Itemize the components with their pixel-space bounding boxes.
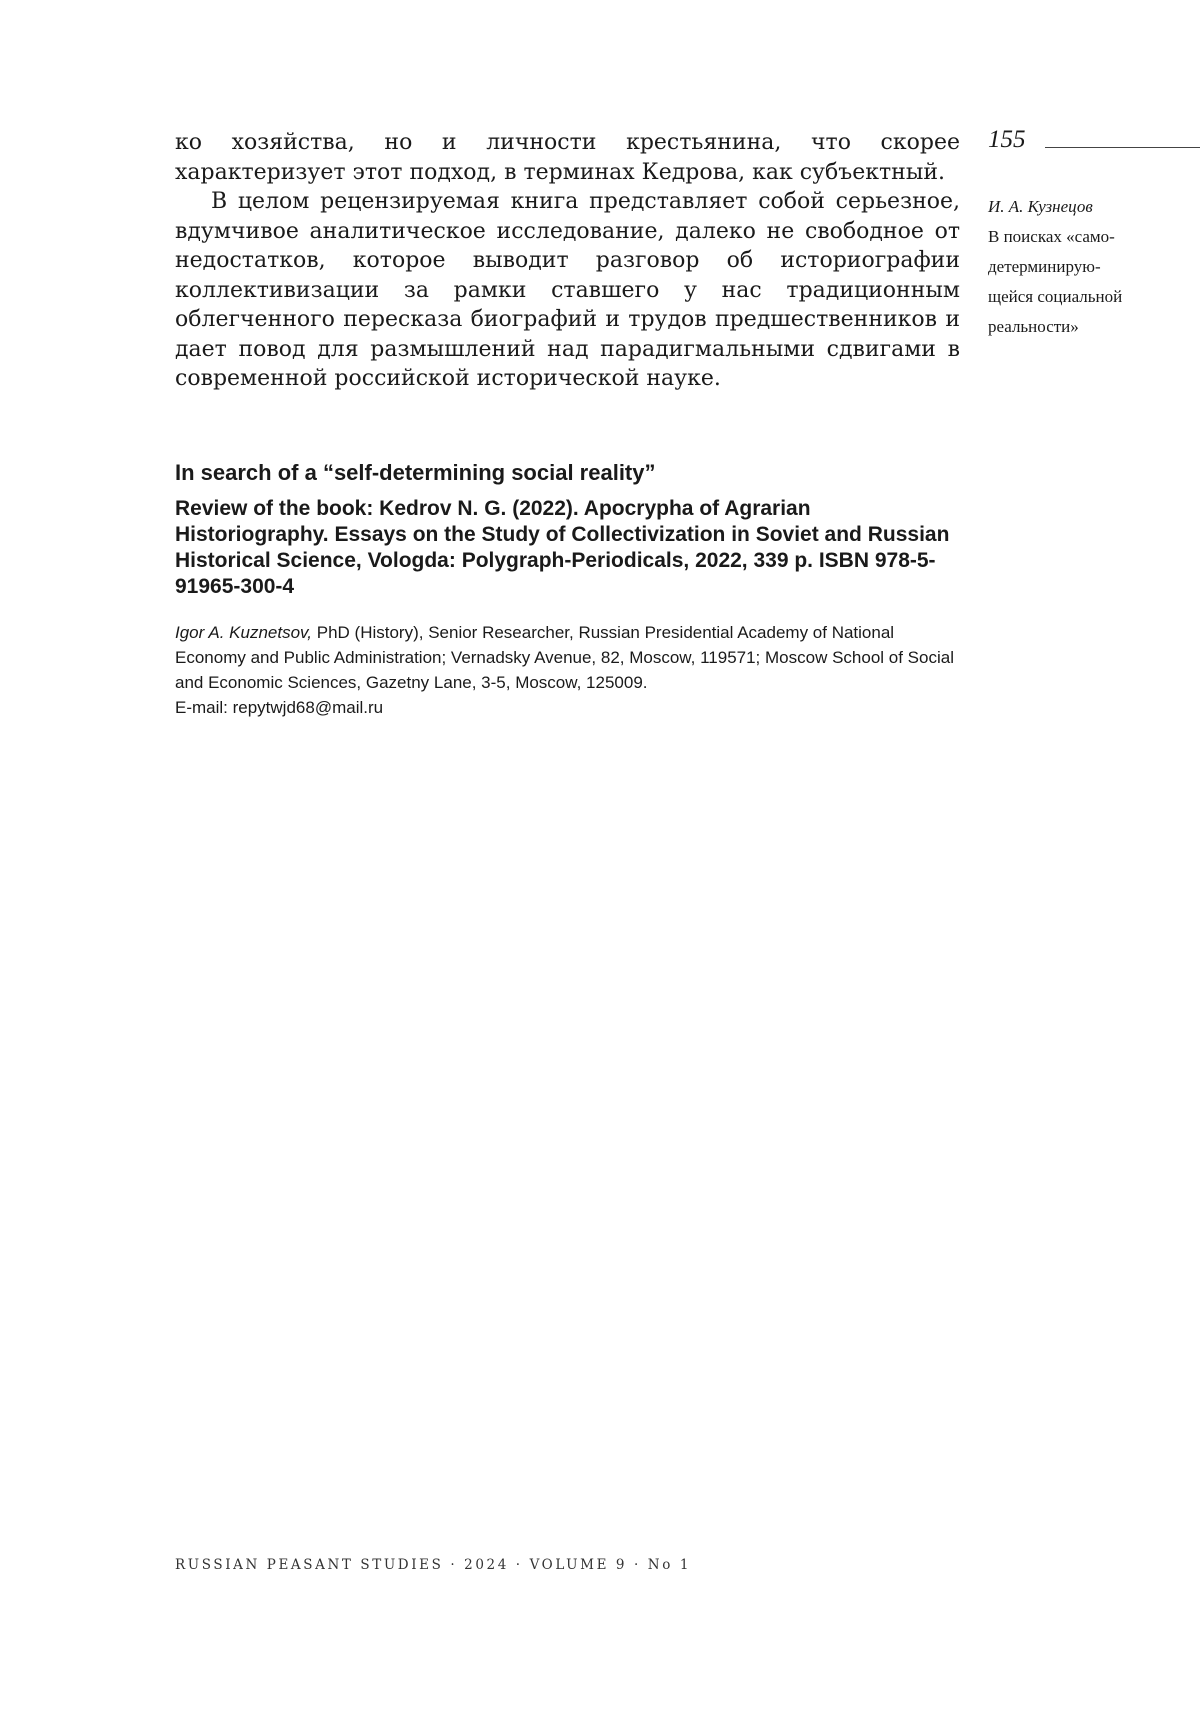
running-head-title-line: щейся социальной bbox=[988, 282, 1178, 312]
paragraph-continuation: ко хозяйства, но и личности крестьянина, что скорее характеризует этот подход, в терминах Кедрова, как субъектный. bbox=[175, 128, 960, 187]
running-head-title-line: детерминирую- bbox=[988, 252, 1178, 282]
journal-footer: RUSSIAN PEASANT STUDIES · 2024 · VOLUME 9 · No 1 bbox=[175, 1557, 691, 1573]
english-abstract bbox=[175, 458, 965, 720]
running-head bbox=[988, 192, 1178, 342]
paragraph-conclusion: В целом рецензируемая книга представляет собой серьезное, вдумчивое аналитическое исследование, далеко не свободное от недостатков, которое выводит разговор об историографии коллективизации за рамки ставшего у нас традиционным облегченного пересказа биографий и трудов предшественников и дает повод для размышлений над парадигмальными сдвигами в современной российской исторической науке. bbox=[175, 187, 960, 394]
english-title: In search of a “self-determining social reality” bbox=[175, 458, 965, 488]
main-text bbox=[175, 128, 960, 394]
running-head-author: И. А. Кузнецов bbox=[988, 192, 1178, 222]
journal-page bbox=[0, 0, 1200, 1710]
english-subtitle: Review of the book: Kedrov N. G. (2022). Apocrypha of Agrarian Historiography. Essays on the Study of Collectivization in Soviet and Russian Historical Science, Vologda: Polygraph-Periodicals, 2022, 339 p. ISBN 978-5-91965-300-4 bbox=[175, 496, 965, 600]
affiliation-text: PhD (History), Senior Researcher, Russian Presidential Academy of National Economy and Public Administration; Vernadsky Avenue, 82, Moscow, 119571; Moscow School of Social and Economic Sciences, Gazetny Lane, 3-5, Moscow, 125009. bbox=[175, 623, 954, 692]
running-head-title-line: реальности» bbox=[988, 312, 1178, 342]
author-name: Igor A. Kuznetsov, bbox=[175, 623, 312, 642]
header-rule bbox=[1045, 147, 1200, 148]
author-email[interactable]: E-mail: repytwjd68@mail.ru bbox=[175, 698, 383, 717]
page-number: 155 bbox=[988, 126, 1026, 154]
author-affiliation bbox=[175, 620, 965, 720]
running-head-title-line: В поисках «само- bbox=[988, 222, 1178, 252]
